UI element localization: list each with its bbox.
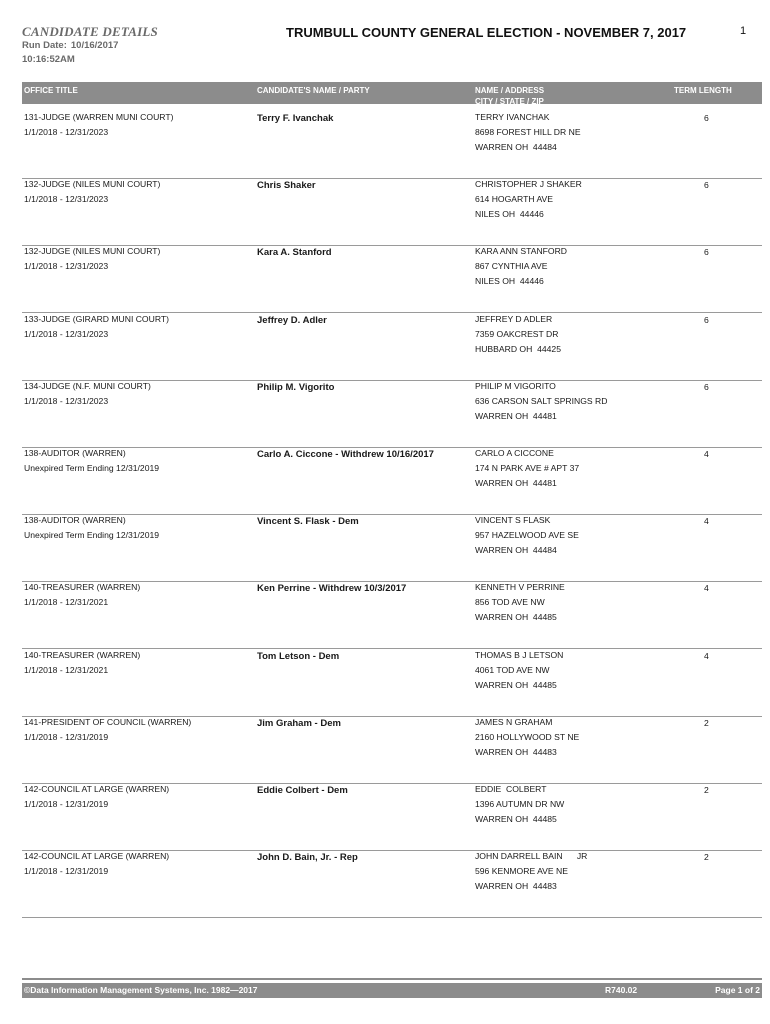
term-dates: Unexpired Term Ending 12/31/2019: [24, 530, 160, 541]
street-address: 856 TOD AVE NW: [475, 597, 545, 608]
office-title: 132-JUDGE (NILES MUNI COURT): [24, 179, 161, 190]
city-state-zip: WARREN OH 44481: [475, 410, 557, 421]
column-header-term: TERM LENGTH: [674, 86, 732, 95]
street-address: 1396 AUTUMN DR NW: [475, 799, 565, 809]
column-header-bar: [22, 82, 762, 104]
street-address: 596 KENMORE AVE NE: [475, 866, 568, 877]
office-title: 133-JUDGE (GIRARD MUNI COURT): [24, 313, 169, 324]
office-title: 131-JUDGE (WARREN MUNI COURT): [24, 112, 174, 122]
city-state-zip: WARREN OH 44485: [475, 612, 557, 623]
term-dates: 1/1/2018 - 12/31/2023: [24, 194, 109, 205]
street-address: 8698 FOREST HILL DR NE: [475, 127, 581, 137]
candidate-name: Ken Perrine - Withdrew 10/3/2017: [257, 583, 407, 595]
term-dates: Unexpired Term Ending 12/31/2019: [24, 463, 160, 473]
street-address: 7359 OAKCREST DR: [475, 328, 559, 339]
table-row: [22, 381, 762, 448]
term-length: 6: [704, 247, 709, 258]
table-row: [22, 717, 762, 784]
city-state-zip: WARREN OH 44484: [475, 545, 557, 556]
table-row: [22, 515, 762, 582]
office-title: 140-TREASURER (WARREN): [24, 582, 141, 593]
street-address: 636 CARSON SALT SPRINGS RD: [475, 395, 608, 406]
run-date-label: Run Date:: [22, 40, 67, 51]
street-address: 614 HOGARTH AVE: [475, 194, 554, 205]
candidate-name: Chris Shaker: [257, 180, 316, 192]
footer-rule: [22, 978, 762, 980]
city-state-zip: WARREN OH 44484: [475, 142, 557, 152]
registered-name: PHILIP M VIGORITO: [475, 380, 556, 391]
city-state-zip: WARREN OH 44483: [475, 881, 557, 892]
registered-name: THOMAS B J LETSON: [475, 649, 564, 660]
office-title: 134-JUDGE (N.F. MUNI COURT): [24, 380, 151, 391]
city-state-zip: NILES OH 44446: [475, 276, 544, 287]
registered-name: CARLO A CICCONE: [475, 448, 554, 458]
candidate-name: Jeffrey D. Adler: [257, 314, 327, 326]
candidate-name: Carlo A. Ciccone - Withdrew 10/16/2017: [257, 449, 434, 460]
term-length: 6: [704, 314, 709, 325]
registered-name: VINCENT S FLASK: [475, 515, 551, 526]
street-address: 2160 HOLLYWOOD ST NE: [475, 731, 580, 742]
office-title: 141-PRESIDENT OF COUNCIL (WARREN): [24, 716, 192, 727]
table-row: [22, 851, 762, 918]
page-heading: TRUMBULL COUNTY GENERAL ELECTION - NOVEMBER 7, 2017: [286, 25, 687, 40]
candidate-name: Jim Graham - Dem: [257, 717, 341, 729]
term-dates: 1/1/2018 - 12/31/2019: [24, 866, 109, 877]
column-header-office: OFFICE TITLE: [24, 86, 78, 95]
term-length: 2: [704, 785, 709, 795]
office-title: 138-AUDITOR (WARREN): [24, 515, 126, 526]
column-header-address: [475, 85, 544, 107]
street-address: 174 N PARK AVE # APT 37: [475, 463, 580, 473]
candidate-name: Philip M. Vigorito: [257, 381, 335, 393]
table-row: [22, 448, 762, 515]
table-row: [22, 112, 762, 179]
city-state-zip: NILES OH 44446: [475, 209, 544, 220]
term-length: 4: [704, 516, 709, 527]
term-dates: 1/1/2018 - 12/31/2019: [24, 731, 109, 742]
candidate-name: John D. Bain, Jr. - Rep: [257, 852, 358, 864]
column-header-candidate: CANDIDATE'S NAME / PARTY: [257, 86, 370, 95]
registered-name: JEFFREY D ADLER: [475, 313, 553, 324]
candidate-name: Eddie Colbert - Dem: [257, 785, 348, 796]
page-number: 1: [740, 25, 747, 37]
table-row: [22, 179, 762, 246]
footer-page-of: Page 1 of 2: [715, 985, 760, 995]
table-row: [22, 582, 762, 649]
table-row: [22, 246, 762, 313]
term-dates: 1/1/2018 - 12/31/2019: [24, 799, 109, 809]
street-address: 957 HAZELWOOD AVE SE: [475, 530, 579, 541]
registered-name: CHRISTOPHER J SHAKER: [475, 179, 582, 190]
table-row: [22, 314, 762, 381]
term-dates: 1/1/2018 - 12/31/2021: [24, 597, 109, 608]
column-header-address-line1: NAME / ADDRESS: [475, 86, 545, 95]
city-state-zip: HUBBARD OH 44425: [475, 343, 561, 354]
registered-name: KARA ANN STANFORD: [475, 246, 567, 257]
office-title: 142-COUNCIL AT LARGE (WARREN): [24, 784, 170, 794]
city-state-zip: WARREN OH 44483: [475, 746, 557, 757]
term-length: 6: [704, 113, 709, 123]
candidate-name: Vincent S. Flask - Dem: [257, 516, 359, 528]
candidate-name: Terry F. Ivanchak: [257, 113, 334, 124]
run-date-value: 10/16/2017: [70, 40, 119, 51]
footer-report-code: R740.02: [605, 985, 638, 995]
street-address: 867 CYNTHIA AVE: [475, 261, 548, 272]
term-length: 4: [704, 449, 709, 459]
city-state-zip: WARREN OH 44485: [475, 679, 557, 690]
table-row: [22, 650, 762, 717]
registered-name: EDDIE COLBERT: [475, 784, 547, 794]
registered-name: JOHN DARRELL BAIN JR: [475, 851, 588, 862]
term-length: 4: [704, 650, 709, 661]
office-title: 132-JUDGE (NILES MUNI COURT): [24, 246, 161, 257]
term-dates: 1/1/2018 - 12/31/2023: [24, 328, 109, 339]
footer-bar: [22, 983, 762, 998]
office-title: 138-AUDITOR (WARREN): [24, 448, 126, 458]
footer-copyright: ©Data Information Management Systems, Inc. 1982—2017: [24, 985, 258, 995]
term-length: 4: [704, 583, 709, 594]
street-address: 4061 TOD AVE NW: [475, 664, 550, 675]
column-header-address-line2: CITY / STATE / ZIP: [475, 97, 544, 106]
term-length: 2: [704, 852, 709, 863]
term-dates: 1/1/2018 - 12/31/2023: [24, 127, 109, 137]
report-title: CANDIDATE DETAILS: [22, 24, 158, 39]
table-row: [22, 784, 762, 851]
term-length: 6: [704, 180, 709, 191]
office-title: 142-COUNCIL AT LARGE (WARREN): [24, 851, 170, 862]
city-state-zip: WARREN OH 44485: [475, 814, 557, 824]
city-state-zip: WARREN OH 44481: [475, 478, 557, 488]
registered-name: JAMES N GRAHAM: [475, 716, 553, 727]
candidate-name: Kara A. Stanford: [257, 247, 332, 259]
term-length: 2: [704, 717, 709, 728]
office-title: 140-TREASURER (WARREN): [24, 649, 141, 660]
term-dates: 1/1/2018 - 12/31/2021: [24, 664, 109, 675]
registered-name: KENNETH V PERRINE: [475, 582, 565, 593]
run-date: [22, 40, 118, 51]
run-time: 10:16:52AM: [22, 54, 75, 65]
registered-name: TERRY IVANCHAK: [475, 112, 550, 122]
candidate-name: Tom Letson - Dem: [257, 650, 340, 662]
term-dates: 1/1/2018 - 12/31/2023: [24, 261, 109, 272]
term-dates: 1/1/2018 - 12/31/2023: [24, 395, 109, 406]
term-length: 6: [704, 381, 709, 392]
